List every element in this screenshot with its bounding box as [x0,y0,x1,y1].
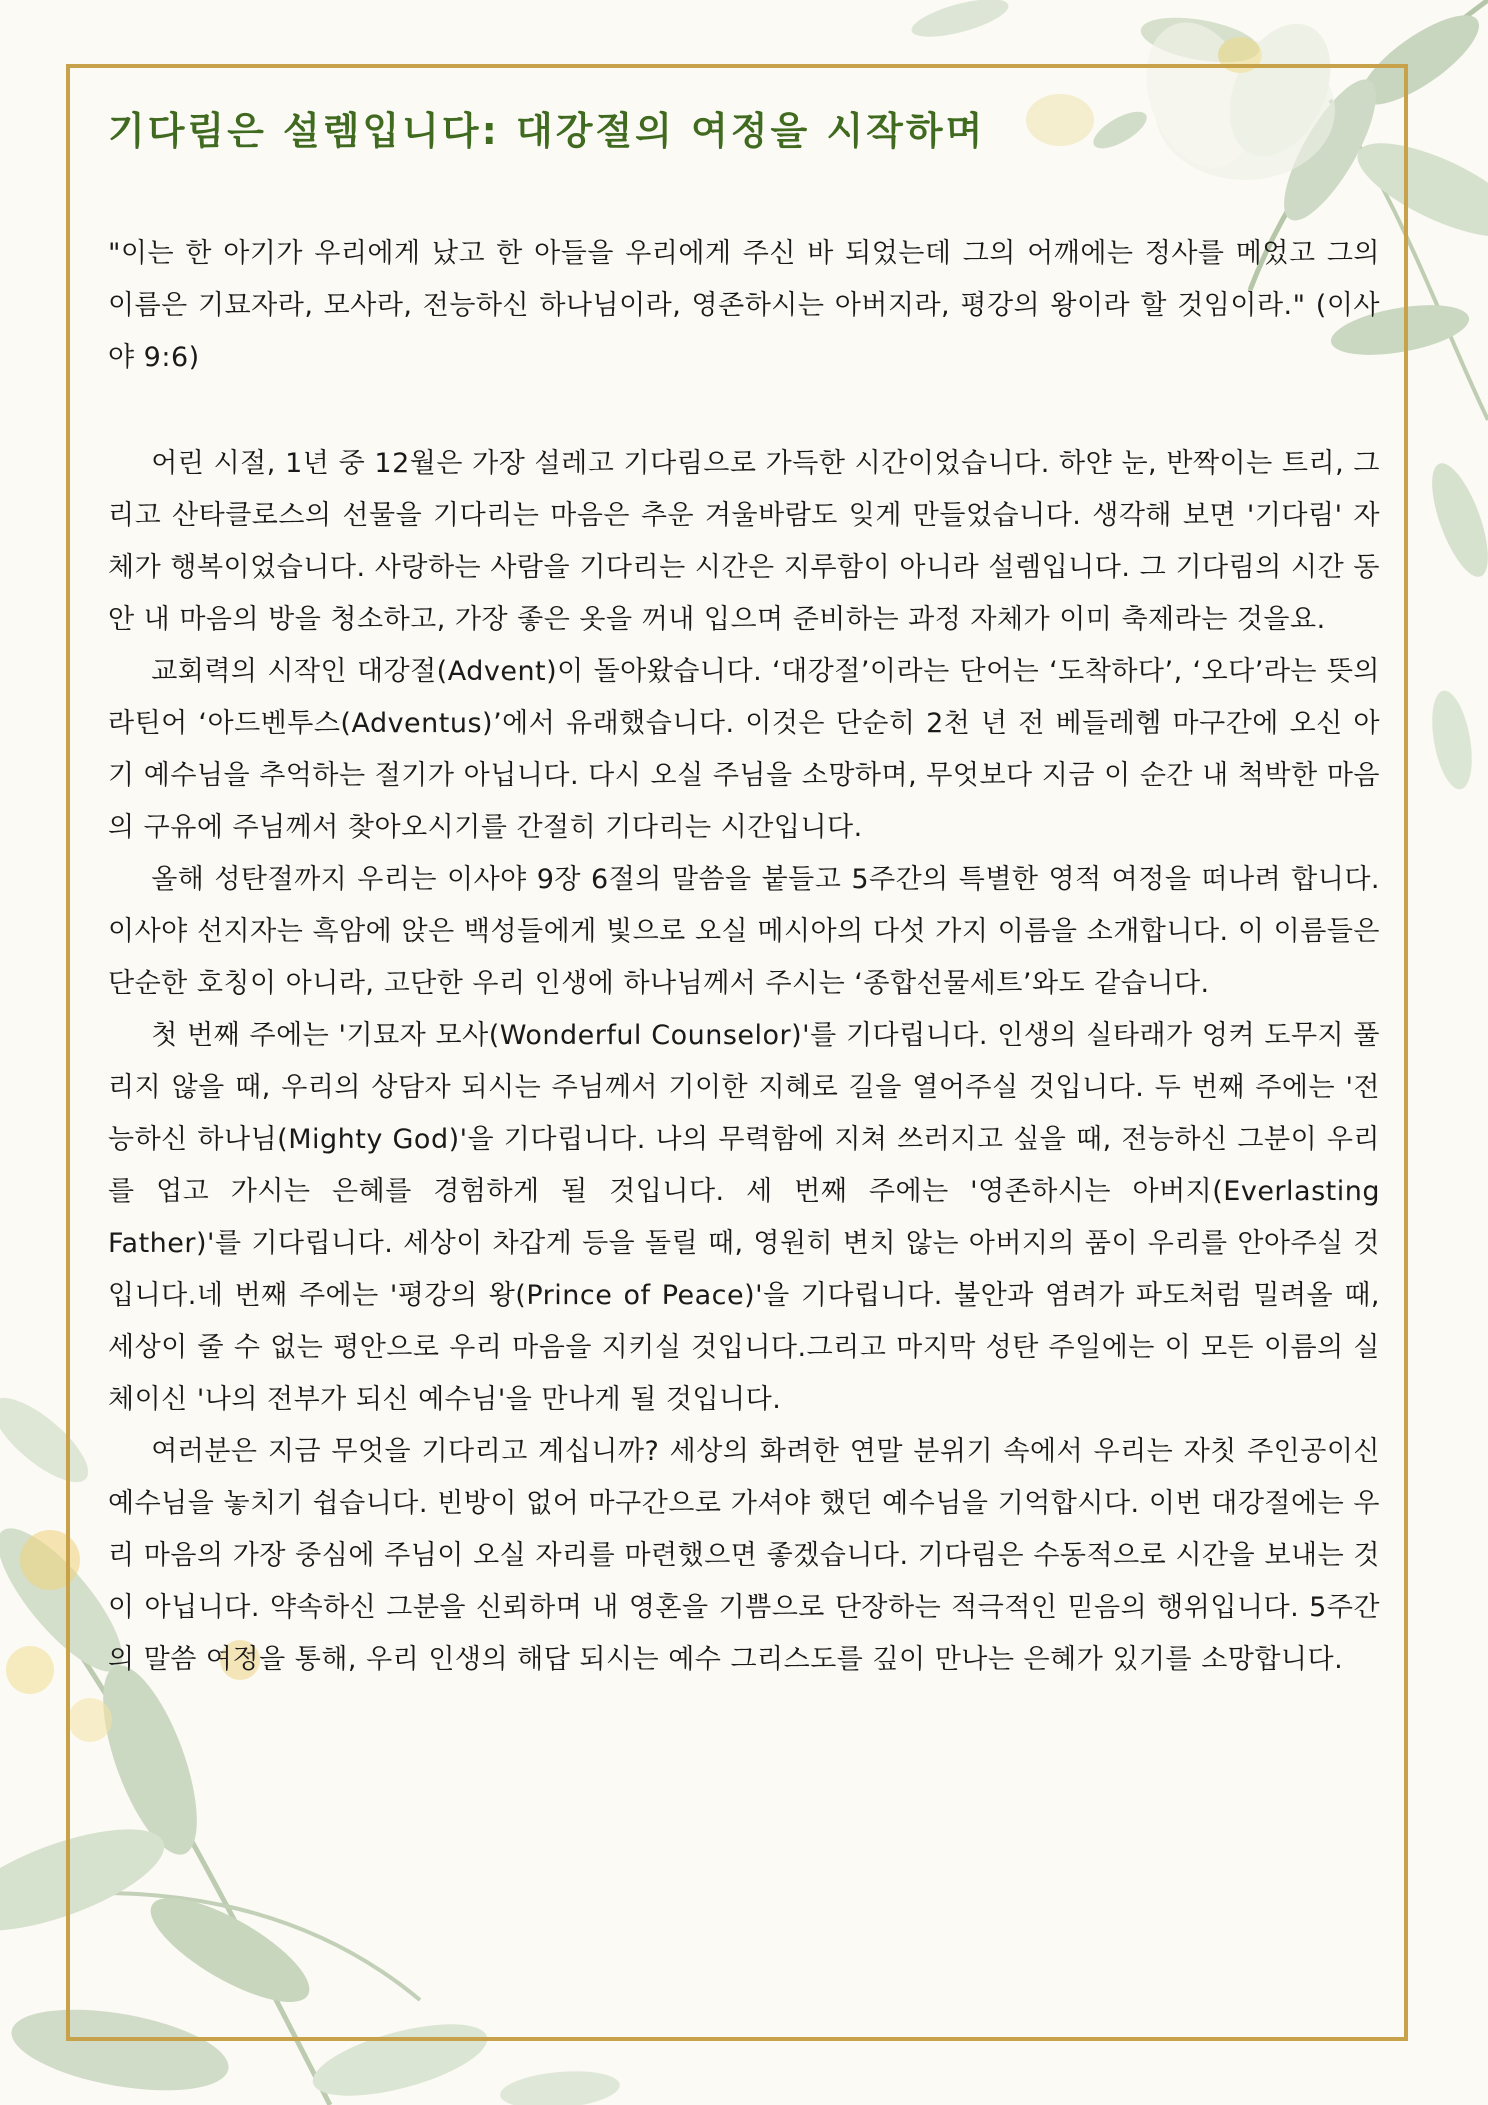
scripture-verse: "이는 한 아기가 우리에게 났고 한 아들을 우리에게 주신 바 되었는데 그의 어깨에는 정사를 메었고 그의 이름은 기묘자라, 모사라, 전능하신 하나님이라, 영존하시는 아버지라, 평강의 왕이라 할 것임이라." (이사야 9:6) [108,238,1380,373]
paragraph-childhood-waiting: 어린 시절, 1년 중 12월은 가장 설레고 기다림으로 가득한 시간이었습니다. 하얀 눈, 반짝이는 트리, 그리고 산타클로스의 선물을 기다리는 마음은 추운 겨울바람도 잊게 만들었습니다. 생각해 보면 '기다림' 자체가 행복이었습니다. 사랑하는 사람을 기다리는 시간은 지루함이 아니라 설렘입니다. 그 기다림의 시간 동안 내 마음의 방을 청소하고, 가장 좋은 옷을 꺼내 입으며 준비하는 과정 자체가 이미 축제라는 것을요. [108,448,1380,635]
paragraph-advent-meaning: 교회력의 시작인 대강절(Advent)이 돌아왔습니다. ‘대강절’이라는 단어는 ‘도착하다’, ‘오다’라는 뜻의 라틴어 ‘아드벤투스(Adventus)’에서 유래했습니다. 이것은 단순히 2천 년 전 베들레헴 마구간에 오신 아기 예수님을 추억하는 절기가 아닙니다. 다시 오실 주님을 소망하며, 무엇보다 지금 이 순간 내 척박한 마음의 구유에 주님께서 찾아오시기를 간절히 기다리는 시간입니다. [108,656,1380,843]
paragraph-closing-exhortation: 여러분은 지금 무엇을 기다리고 계십니까? 세상의 화려한 연말 분위기 속에서 우리는 자칫 주인공이신 예수님을 놓치기 쉽습니다. 빈방이 없어 마구간으로 가셔야 했던 예수님을 기억합시다. 이번 대강절에는 우리 마음의 가장 중심에 주님이 오실 자리를 마련했으면 좋겠습니다. 기다림은 수동적으로 시간을 보내는 것이 아닙니다. 약속하신 그분을 신뢰하며 내 영혼을 기쁨으로 단장하는 적극적인 믿음의 행위입니다. 5주간의 말씀 여정을 통해, 우리 인생의 해답 되시는 예수 그리스도를 깊이 만나는 은혜가 있기를 소망합니다. [108,1436,1380,1675]
page-title: 기다림은 설렘입니다: 대강절의 여정을 시작하며 [108,109,986,153]
paragraph-spacer [108,384,1380,438]
paragraph-five-names-journey: 올해 성탄절까지 우리는 이사야 9장 6절의 말씀을 붙들고 5주간의 특별한 영적 여정을 떠나려 합니다. 이사야 선지자는 흑암에 앉은 백성들에게 빛으로 오실 메시아의 다섯 가지 이름을 소개합니다. 이 이름들은 단순한 호칭이 아니라, 고단한 우리 인생에 하나님께서 주시는 ‘종합선물세트’와도 같습니다. [108,864,1380,999]
paragraph-weekly-names: 첫 번째 주에는 '기묘자 모사(Wonderful Counselor)'를 기다립니다. 인생의 실타래가 엉켜 도무지 풀리지 않을 때, 우리의 상담자 되시는 주님께서 기이한 지혜로 길을 열어주실 것입니다. 두 번째 주에는 '전능하신 하나님(Mighty God)'을 기다립니다. 나의 무력함에 지쳐 쓰러지고 싶을 때, 전능하신 그분이 우리를 업고 가시는 은혜를 경험하게 될 것입니다. 세 번째 주에는 '영존하시는 아버지(Everlasting Father)'를 기다립니다. 세상이 차갑게 등을 돌릴 때, 영원히 변치 않는 아버지의 품이 우리를 안아주실 것입니다.네 번째 주에는 '평강의 왕(Prince of Peace)'을 기다립니다. 불안과 염려가 파도처럼 밀려올 때, 세상이 줄 수 없는 평안으로 우리 마음을 지키실 것입니다.그리고 마지막 성탄 주일에는 이 모든 이름의 실체이신 '나의 전부가 되신 예수님'을 만나게 될 것입니다. [108,1020,1380,1415]
article [108,92,1380,1686]
